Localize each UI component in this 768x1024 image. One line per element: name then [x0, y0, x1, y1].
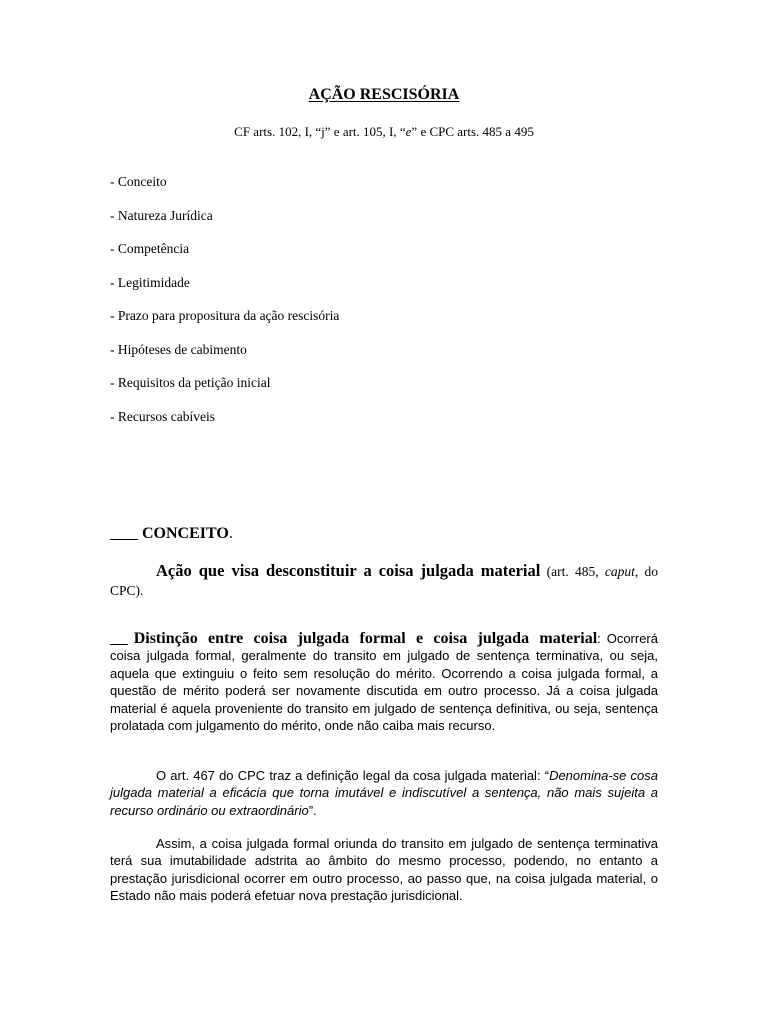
- p2-text: O art. 467 do CPC traz a definição legal da cosa julgada material: “: [156, 768, 550, 783]
- definition-ref-italic: caput: [604, 564, 635, 579]
- heading-blank-line: [110, 525, 138, 542]
- references-text-2: ” e CPC arts. 485 a 495: [411, 124, 534, 139]
- p3-text: Assim, a coisa julgada formal oriunda do transito em julgado de sentença terminativa terá sua imutabilidade adstrita ao âmbito do mesmo processo, podendo, no entanto a prestação jurisdicional ocorrer em outro processo, ao passo que, na coisa julgada material, o Estado não mais poderá efetuar nova prestação jurisdicional.: [110, 836, 658, 904]
- legal-references: [0, 124, 768, 140]
- distinction-title: Distinção entre coisa julgada formal e coisa julgada material: [133, 630, 598, 647]
- p2-quote: Denomina-se cosa julgada material a eficácia que torna imutável e indiscutível a sentença, não mais sujeita a recurso ordinário ou extraordinário: [110, 768, 659, 818]
- references-text-1: CF arts. 102, I, “j” e art. 105, I, “: [234, 124, 406, 139]
- document-title: AÇÃO RESCISÓRIA: [308, 86, 460, 103]
- heading-text: CONCEITO: [142, 525, 229, 542]
- topic-item: - Competência: [110, 241, 190, 256]
- topic-item: - Natureza Jurídica: [110, 207, 213, 223]
- conclusion-paragraph: [110, 835, 658, 905]
- distinction-paragraph: [110, 630, 658, 734]
- legal-definition-paragraph: [110, 767, 658, 819]
- topic-item: - Hipóteses de cabimento: [110, 341, 247, 357]
- heading-period: .: [228, 525, 233, 542]
- distinction-text: Ocorrerá coisa julgada formal, geralmente do transito em julgado de sentença terminativa, ou seja, aquela que extinguiu o feito sem resolução do mérito. Ocorrendo a coisa julgada formal, a questão de mérito poderá ser novamente discutida em outro processo. Já a coisa julgada material é aquela proveniente do transito em julgado de sentença definitiva, ou seja, sentença prolatada com julgamento do mérito, onde não caiba mais recurso.: [110, 631, 658, 734]
- definition-ref-1: (art. 485,: [540, 564, 605, 579]
- definition-ref-2: , do CPC).: [110, 564, 659, 598]
- topic-item: - Legitimidade: [110, 274, 190, 290]
- topic-item: - Conceito: [110, 174, 167, 189]
- p2-end: ”.: [308, 802, 317, 818]
- definition-bold: Ação que visa desconstituir a coisa julgada material: [156, 561, 541, 580]
- distinction-blank-line: [110, 631, 128, 646]
- topic-item: - Requisitos da petição inicial: [110, 375, 271, 390]
- distinction-colon: :: [597, 631, 601, 646]
- definition-paragraph: [110, 561, 658, 600]
- topic-item: - Prazo para propositura da ação rescisória: [110, 308, 340, 323]
- topics-list: [110, 173, 339, 441]
- references-italic: e: [405, 124, 412, 139]
- topic-item: - Recursos cabíveis: [110, 408, 215, 424]
- section-heading: [110, 525, 233, 543]
